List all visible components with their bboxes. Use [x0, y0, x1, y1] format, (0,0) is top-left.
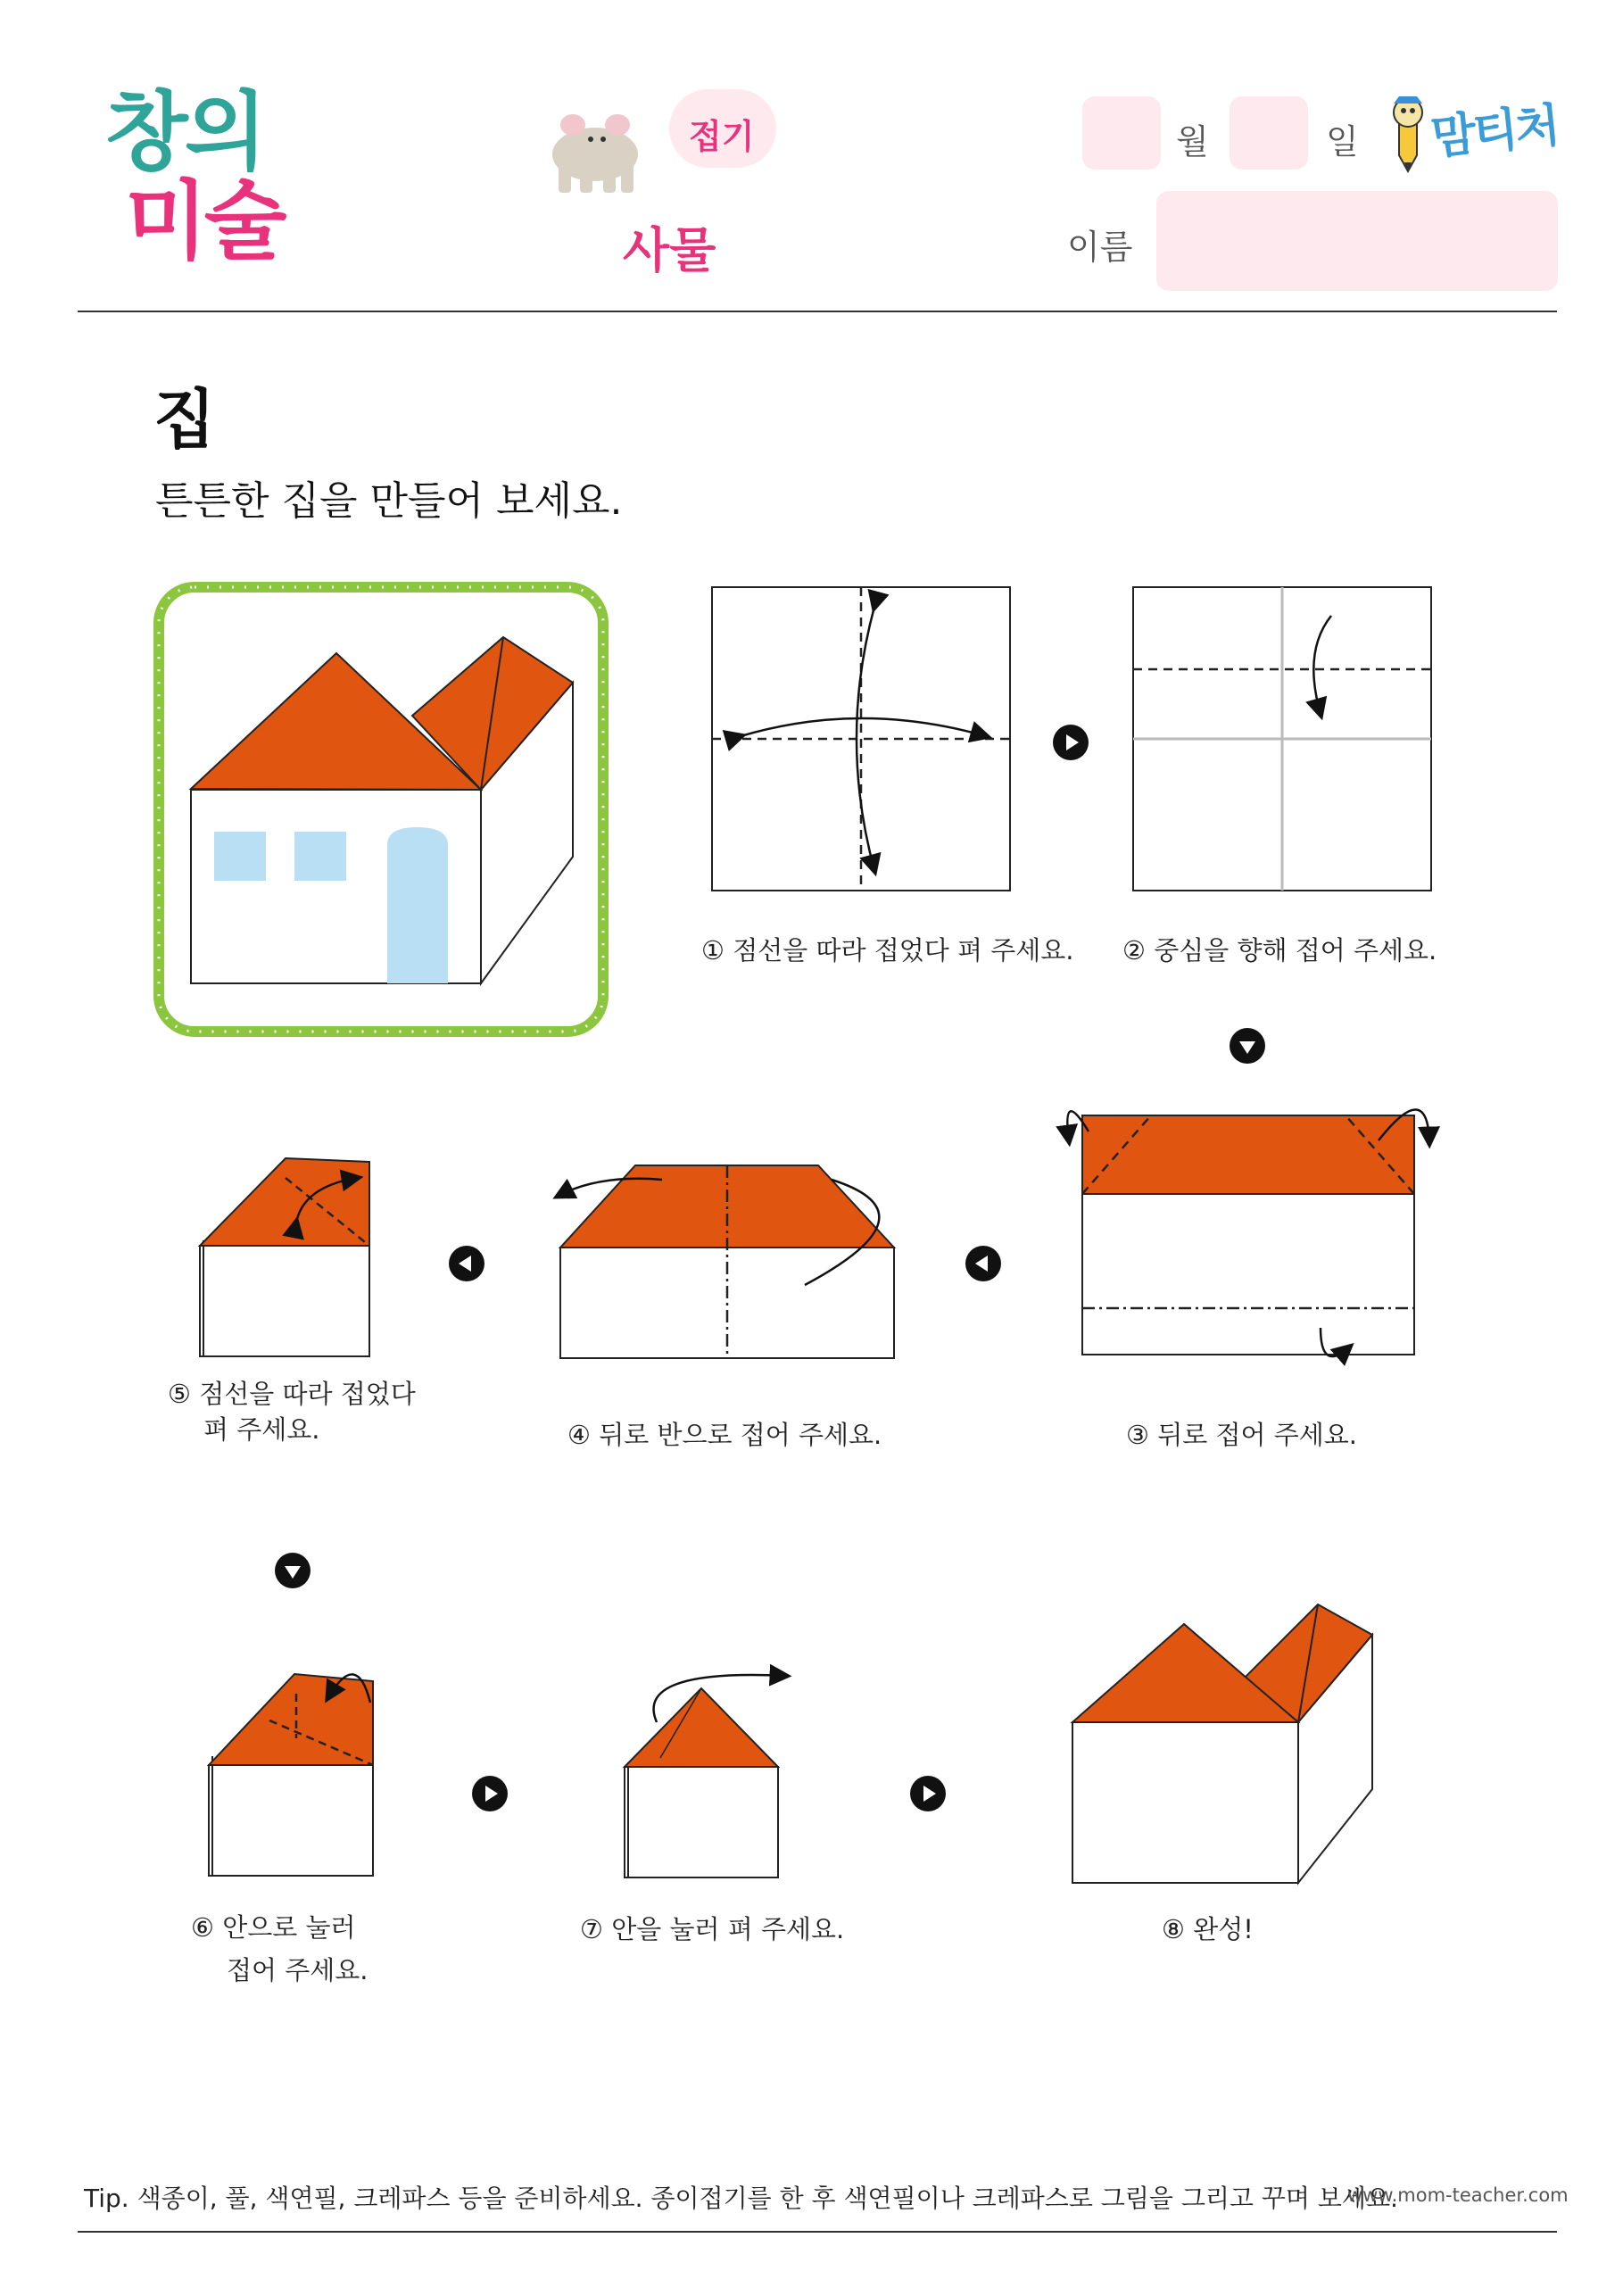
step6-diagram — [196, 1658, 393, 1881]
footer-divider — [78, 2231, 1557, 2233]
step5-caption-line1: ⑤ 점선을 따라 접었다 — [168, 1379, 416, 1409]
category-bubble-text: 접기 — [689, 117, 755, 156]
next-arrow-icon — [910, 1776, 946, 1811]
prev-arrow-icon — [449, 1246, 484, 1281]
step7-diagram — [616, 1651, 794, 1883]
next-arrow-icon — [472, 1776, 508, 1811]
step4-diagram — [546, 1151, 921, 1365]
brand-mascot-icon — [1387, 96, 1429, 173]
day-input[interactable] — [1230, 96, 1308, 170]
prev-arrow-icon — [965, 1246, 1001, 1281]
step7-caption: ⑦ 안을 눌러 펴 주세요. — [580, 1914, 845, 1944]
step1-caption: ① 점선을 따라 접었다 펴 주세요. — [701, 935, 1074, 966]
day-label: 일 — [1326, 122, 1359, 162]
step5-caption-line2: 펴 주세요. — [203, 1414, 320, 1445]
header-divider — [78, 311, 1557, 312]
step3-caption: ③ 뒤로 접어 주세요. — [1126, 1420, 1357, 1450]
logo-line1: 창의 — [105, 82, 264, 182]
step1-diagram — [705, 580, 1017, 901]
name-input[interactable] — [1156, 191, 1558, 291]
subject-title: 사물 — [623, 222, 716, 278]
elephant-icon — [546, 105, 644, 199]
step5-diagram — [187, 1142, 384, 1365]
preview-frame — [153, 582, 609, 1037]
logo-line2: 미술 — [125, 171, 284, 271]
page-subtitle: 튼튼한 집을 만들어 보세요. — [155, 478, 623, 524]
step4-caption: ④ 뒤로 반으로 접어 주세요. — [567, 1420, 882, 1450]
page-title: 집 — [153, 382, 216, 457]
step8-caption: ⑧ 완성! — [1162, 1914, 1254, 1944]
step6-caption-line1: ⑥ 안으로 눌러 — [191, 1912, 356, 1943]
footer-tip: Tip. 색종이, 풀, 색연필, 크레파스 등을 준비하세요. 종이접기를 한 후 색연필이나 크레파스로 그림을 그리고 꾸며 보세요. — [84, 2184, 1398, 2213]
brand-wordmark: 맘티처 — [1428, 98, 1561, 166]
step2-diagram — [1126, 580, 1438, 901]
down-arrow-icon — [275, 1553, 311, 1588]
next-arrow-icon — [1053, 725, 1089, 760]
step3-diagram — [1053, 1087, 1445, 1381]
step6-caption-line2: 접어 주세요. — [227, 1955, 368, 1985]
footer-url: www.mom-teacher.com — [1347, 2184, 1569, 2206]
down-arrow-icon — [1230, 1028, 1265, 1064]
month-input[interactable] — [1082, 96, 1161, 170]
month-label: 월 — [1176, 122, 1209, 162]
step2-caption: ② 중심을 향해 접어 주세요. — [1122, 935, 1437, 966]
step8-diagram — [1062, 1597, 1383, 1892]
name-label: 이름 — [1067, 228, 1133, 267]
